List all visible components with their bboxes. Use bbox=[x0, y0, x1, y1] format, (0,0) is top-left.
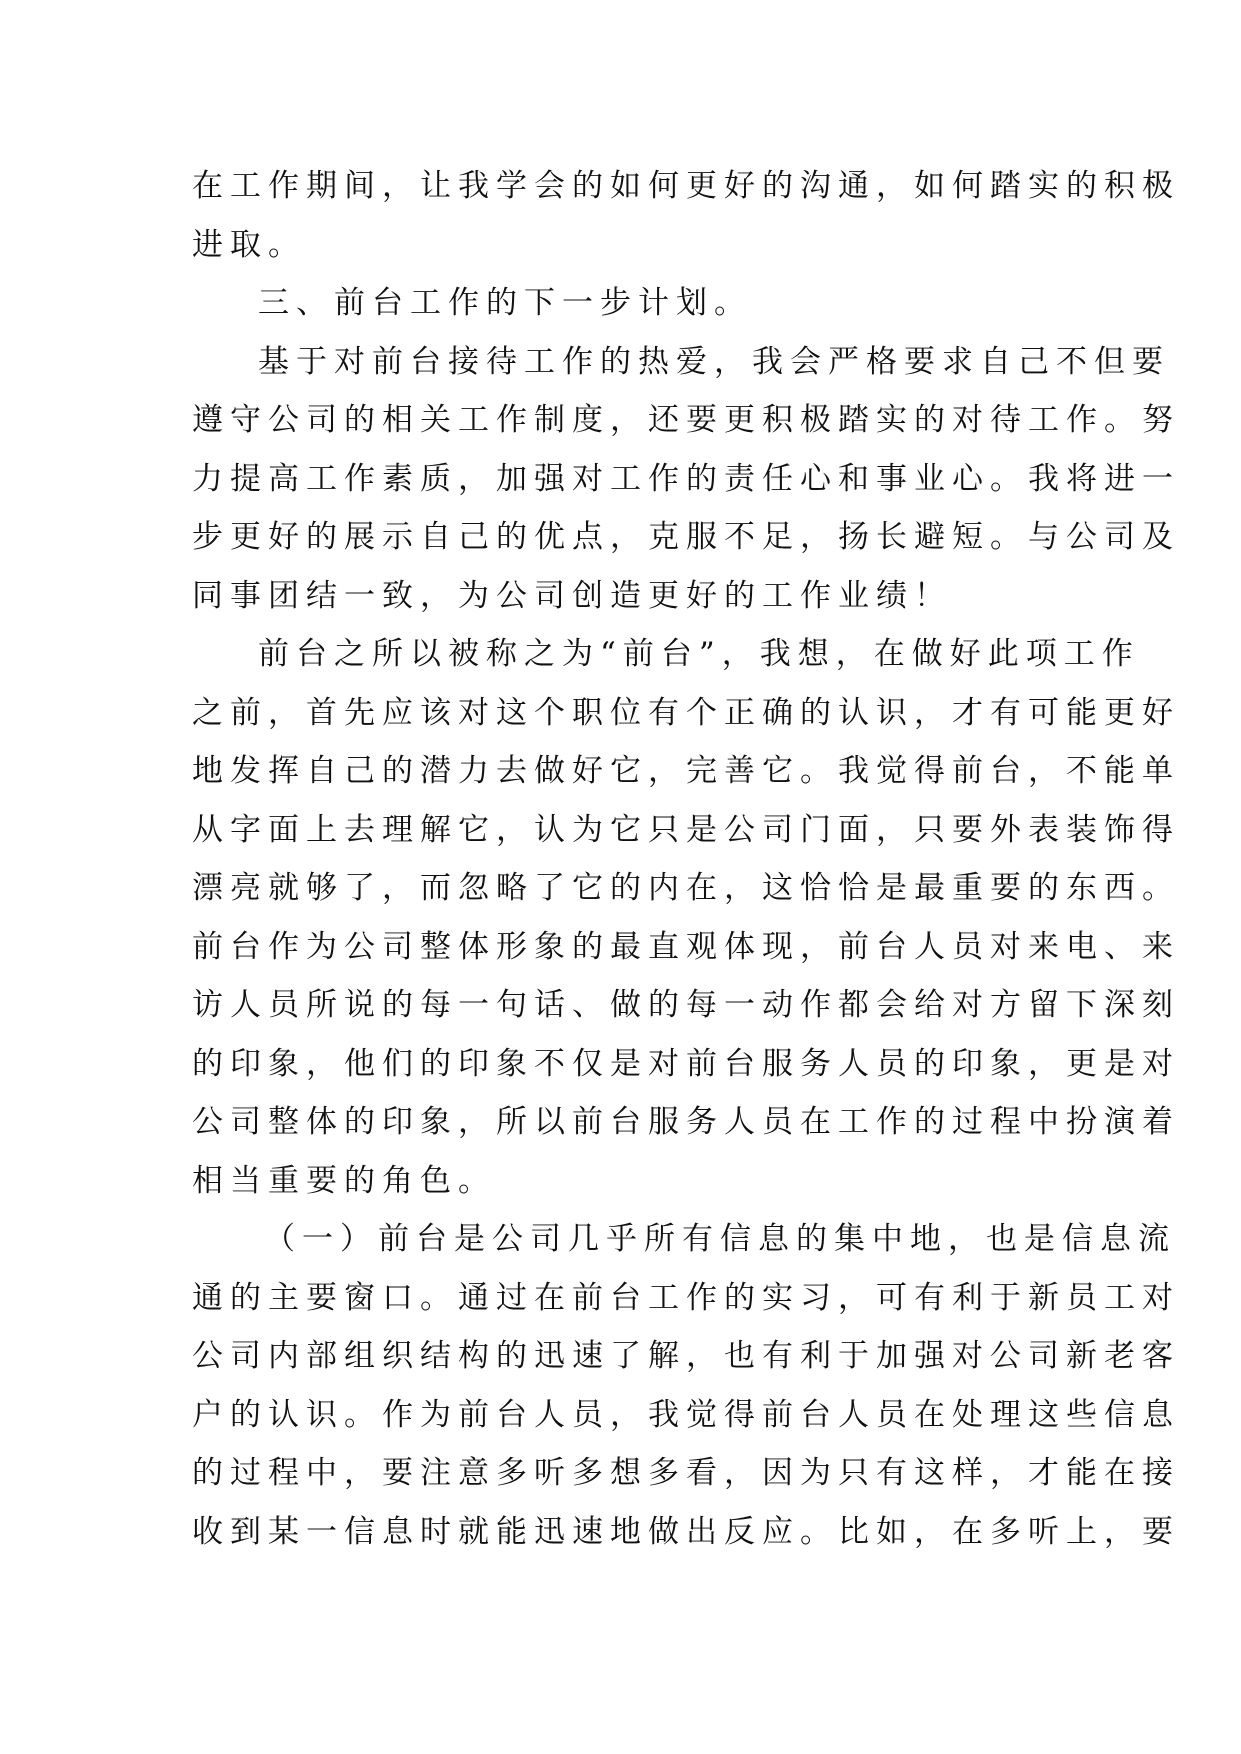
text-line: 从字面上去理解它，认为它只是公司门面，只要外表装饰得 bbox=[192, 811, 1180, 848]
text-line: 同事团结一致，为公司创造更好的工作业绩！ bbox=[192, 577, 952, 614]
text-line: 相当重要的角色。 bbox=[192, 1162, 496, 1199]
text-line: 在工作期间，让我学会的如何更好的沟通，如何踏实的积极 bbox=[192, 168, 1180, 204]
text-line: 步更好的展示自己的优点，克服不足，扬长避短。与公司及 bbox=[192, 519, 1180, 555]
document-body bbox=[192, 157, 1180, 1561]
text-line: 公司整体的印象，所以前台服务人员在工作的过程中扮演着 bbox=[192, 1104, 1180, 1140]
text-line: 基于对前台接待工作的热爱，我会严格要求自己不但要 bbox=[258, 343, 1170, 380]
text-line: 进取。 bbox=[192, 226, 306, 263]
section-subheading: （一）前台是公司几乎所有信息的集中地，也是信息流 bbox=[264, 1221, 1176, 1257]
text-line: 公司内部组织结构的迅速了解，也有利于加强对公司新老客 bbox=[192, 1338, 1180, 1374]
text-line: 之前，首先应该对这个职位有个正确的认识，才有可能更好 bbox=[192, 694, 1180, 731]
text-line: 漂亮就够了，而忽略了它的内在，这恰恰是最重要的东西。 bbox=[192, 870, 1180, 906]
text-line: 前台之所以被称之为“前台”，我想，在做好此项工作 bbox=[258, 636, 1140, 672]
text-line: 力提高工作素质，加强对工作的责任心和事业心。我将进一 bbox=[192, 460, 1180, 497]
text-line: 户的认识。作为前台人员，我觉得前台人员在处理这些信息 bbox=[192, 1396, 1180, 1433]
text-line: 遵守公司的相关工作制度，还要更积极踏实的对待工作。努 bbox=[192, 402, 1180, 438]
text-line: 的过程中，要注意多听多想多看，因为只有这样，才能在接 bbox=[192, 1455, 1180, 1491]
text-line: 收到某一信息时就能迅速地做出反应。比如，在多听上，要 bbox=[192, 1513, 1180, 1550]
text-line: 前台作为公司整体形象的最直观体现，前台人员对来电、来 bbox=[192, 928, 1180, 965]
text-line: 地发挥自己的潜力去做好它，完善它。我觉得前台，不能单 bbox=[192, 753, 1180, 789]
text-line: 通的主要窗口。通过在前台工作的实习，可有利于新员工对 bbox=[192, 1279, 1180, 1316]
text-line: 的印象，他们的印象不仅是对前台服务人员的印象，更是对 bbox=[192, 1045, 1180, 1082]
section-heading: 三、前台工作的下一步计划。 bbox=[258, 285, 752, 321]
text-line: 访人员所说的每一句话、做的每一动作都会给对方留下深刻 bbox=[192, 987, 1180, 1023]
